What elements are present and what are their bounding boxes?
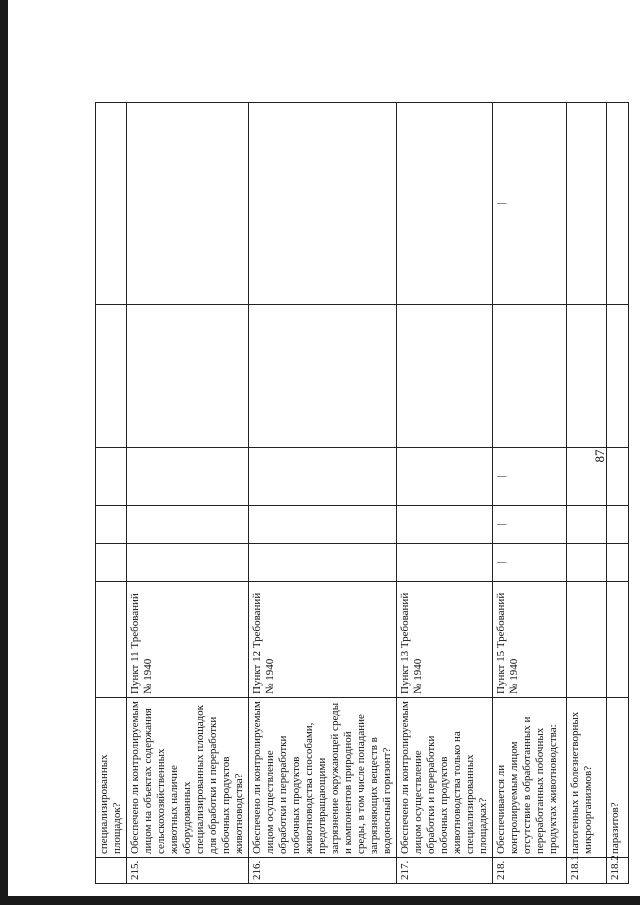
answer-na-cell bbox=[567, 448, 607, 506]
answer-na-cell bbox=[249, 448, 397, 506]
basis-cell: Пункт 12 Требований № 1940 bbox=[249, 582, 397, 698]
table-row bbox=[249, 103, 397, 884]
answer-no-cell bbox=[493, 506, 567, 544]
notes-cell bbox=[397, 305, 493, 448]
comment-cell bbox=[127, 103, 249, 305]
answer-no-cell bbox=[607, 506, 629, 544]
comment-cell bbox=[397, 103, 493, 305]
question-text: Обеспечивается ли контролируемым лицом отсутствие в обработанных и переработанных побочных продуктах животноводства: bbox=[493, 698, 567, 858]
table-row bbox=[567, 103, 607, 884]
basis-cell bbox=[96, 582, 127, 698]
table-row bbox=[397, 103, 493, 884]
basis-cell: Пункт 11 Требований № 1940 bbox=[127, 582, 249, 698]
answer-no-cell bbox=[397, 506, 493, 544]
notes-cell bbox=[567, 305, 607, 448]
answer-na-cell bbox=[493, 448, 567, 506]
dash-mark: | bbox=[495, 475, 507, 478]
comment-cell bbox=[567, 103, 607, 305]
dash-mark: | bbox=[495, 523, 507, 526]
answer-no-cell bbox=[249, 506, 397, 544]
basis-cell: Пункт 15 Требований № 1940 bbox=[493, 582, 567, 698]
answer-no-cell bbox=[127, 506, 249, 544]
comment-cell bbox=[493, 103, 567, 305]
comment-cell bbox=[96, 103, 127, 305]
table-row bbox=[127, 103, 249, 884]
answer-yes-cell bbox=[96, 544, 127, 582]
answer-yes-cell bbox=[397, 544, 493, 582]
row-number: 218. bbox=[493, 858, 567, 884]
notes-cell bbox=[249, 305, 397, 448]
scan-edge-left bbox=[0, 0, 8, 905]
dash-mark: | bbox=[495, 561, 507, 564]
basis-cell: Пункт 13 Требований № 1940 bbox=[397, 582, 493, 698]
checklist-table bbox=[95, 102, 629, 884]
row-number: 218.1 bbox=[567, 858, 607, 884]
notes-cell bbox=[96, 305, 127, 448]
notes-cell bbox=[127, 305, 249, 448]
comment-cell bbox=[607, 103, 629, 305]
answer-na-cell bbox=[96, 448, 127, 506]
page-number: 87 bbox=[592, 449, 607, 463]
row-number bbox=[96, 858, 127, 884]
answer-na-cell bbox=[127, 448, 249, 506]
answer-no-cell bbox=[96, 506, 127, 544]
basis-cell bbox=[607, 582, 629, 698]
row-number: 216. bbox=[249, 858, 397, 884]
answer-yes-cell bbox=[249, 544, 397, 582]
row-number: 217. bbox=[397, 858, 493, 884]
question-text: специализированных площадок? bbox=[96, 698, 127, 858]
question-text: патогенных и болезнетворных микроорганизмов? bbox=[567, 698, 607, 858]
answer-yes-cell bbox=[607, 544, 629, 582]
answer-yes-cell bbox=[493, 544, 567, 582]
answer-yes-cell bbox=[567, 544, 607, 582]
answer-yes-cell bbox=[127, 544, 249, 582]
question-text: паразитов? bbox=[607, 698, 629, 858]
table-row bbox=[493, 103, 567, 884]
dash-mark: | bbox=[495, 202, 507, 205]
answer-na-cell bbox=[397, 448, 493, 506]
row-number: 218.2 bbox=[607, 858, 629, 884]
table-row bbox=[96, 103, 127, 884]
question-text: Обеспечено ли контролируемым лицом на объектах содержания сельскохозяйственных животных наличие оборудованных специализированных площадок для обработки и переработки побочных продуктов животноводства? bbox=[127, 698, 249, 858]
scan-edge-bottom bbox=[0, 896, 640, 905]
question-text: Обеспечено ли контролируемым лицом осуществление обработки и переработки побочных продуктов животноводства способами, предотвращающими загрязнение окружающей среды и компонентов природной среды, в том числе попадание загрязняющих веществ в водоносный горизонт? bbox=[249, 698, 397, 858]
notes-cell bbox=[493, 305, 567, 448]
notes-cell bbox=[607, 305, 629, 448]
question-text: Обеспечено ли контролируемым лицом осуществление обработки и переработки побочных продуктов животноводства только на специализированных площадках? bbox=[397, 698, 493, 858]
answer-na-cell bbox=[607, 448, 629, 506]
table-row bbox=[607, 103, 629, 884]
basis-cell bbox=[567, 582, 607, 698]
answer-no-cell bbox=[567, 506, 607, 544]
row-number: 215. bbox=[127, 858, 249, 884]
comment-cell bbox=[249, 103, 397, 305]
